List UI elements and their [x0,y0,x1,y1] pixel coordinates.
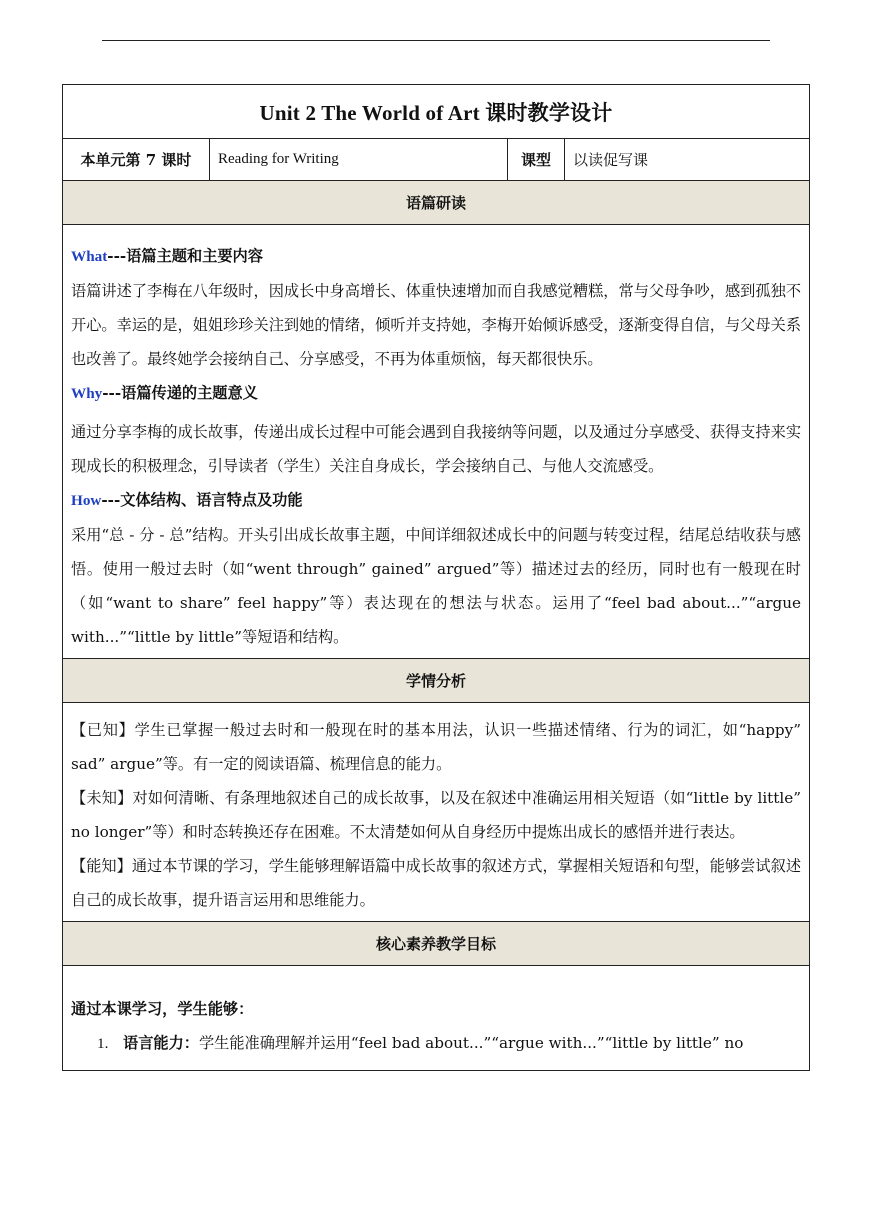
how-paragraph: 采用“总 - 分 - 总”结构。开头引出成长故事主题，中间详细叙述成长中的问题与转变过程，结尾总结收获与感悟。使用一般过去时（如“went through” gained” argued”等）描述过去的经历，同时也有一般现在时（如“want to share” feel happy”等）表达现在的想法与状态。运用了“feel bad about...”“argue with...”“little by little”等短语和结构。 [71,526,801,646]
why-heading: Why---语篇传递的主题意义 [71,384,258,402]
header-rule [102,40,770,41]
lesson-number-label: 本单元第 7 课时 [63,139,210,180]
goals-intro: 通过本课学习，学生能够： [71,1000,254,1018]
text-analysis-body [63,225,809,659]
unknown-paragraph: 【未知】对如何清晰、有条理地叙述自己的成长故事，以及在叙述中准确运用相关短语（如“little by little” no longer”等）和时态转换还存在困难。不太清楚如何从自身经历中提炼出成长的感悟并进行表达。 [71,789,801,841]
student-analysis-body [63,703,809,922]
lesson-name: Reading for Writing [210,139,508,180]
student-analysis-heading: 学情分析 [63,659,809,703]
text-analysis-heading: 语篇研读 [63,181,809,225]
meta-row [63,139,809,181]
lesson-plan-table [62,84,810,1071]
able-paragraph: 【能知】通过本节课的学习，学生能够理解语篇中成长故事的叙述方式，掌握相关短语和句型，能够尝试叙述自己的成长故事，提升语言运用和思维能力。 [71,857,801,909]
page-title: Unit 2 The World of Art 课时教学设计 [63,85,809,139]
why-paragraph: 通过分享李梅的成长故事，传递出成长过程中可能会遇到自我接纳等问题，以及通过分享感受、获得支持来实现成长的积极理念，引导读者（学生）关注自身成长，学会接纳自己、与他人交流感受。 [71,423,801,475]
how-heading: How---文体结构、语言特点及功能 [71,491,303,509]
what-paragraph: 语篇讲述了李梅在八年级时，因成长中身高增长、体重快速增加而自我感觉糟糕，常与父母争吵，感到孤独不开心。幸运的是，姐姐珍珍关注到她的情绪，倾听并支持她，李梅开始倾诉感受，逐渐变得自信，与父母关系也改善了。最终她学会接纳自己、分享感受，不再为体重烦恼，每天都很快乐。 [71,282,801,368]
goal-item-1: 1. 语言能力：学生能准确理解并运用“feel bad about...”“argue with...”“little by little” no [97,1034,744,1052]
what-heading: What---语篇主题和主要内容 [71,247,263,265]
goals-body [63,966,809,1070]
lesson-type-value: 以读促写课 [573,151,649,169]
known-paragraph: 【已知】学生已掌握一般过去时和一般现在时的基本用法，认识一些描述情绪、行为的词汇，如“happy” sad” argue”等。有一定的阅读语篇、梳理信息的能力。 [71,721,801,773]
lesson-type-label: 课型 [508,139,565,180]
goals-heading: 核心素养教学目标 [63,922,809,966]
